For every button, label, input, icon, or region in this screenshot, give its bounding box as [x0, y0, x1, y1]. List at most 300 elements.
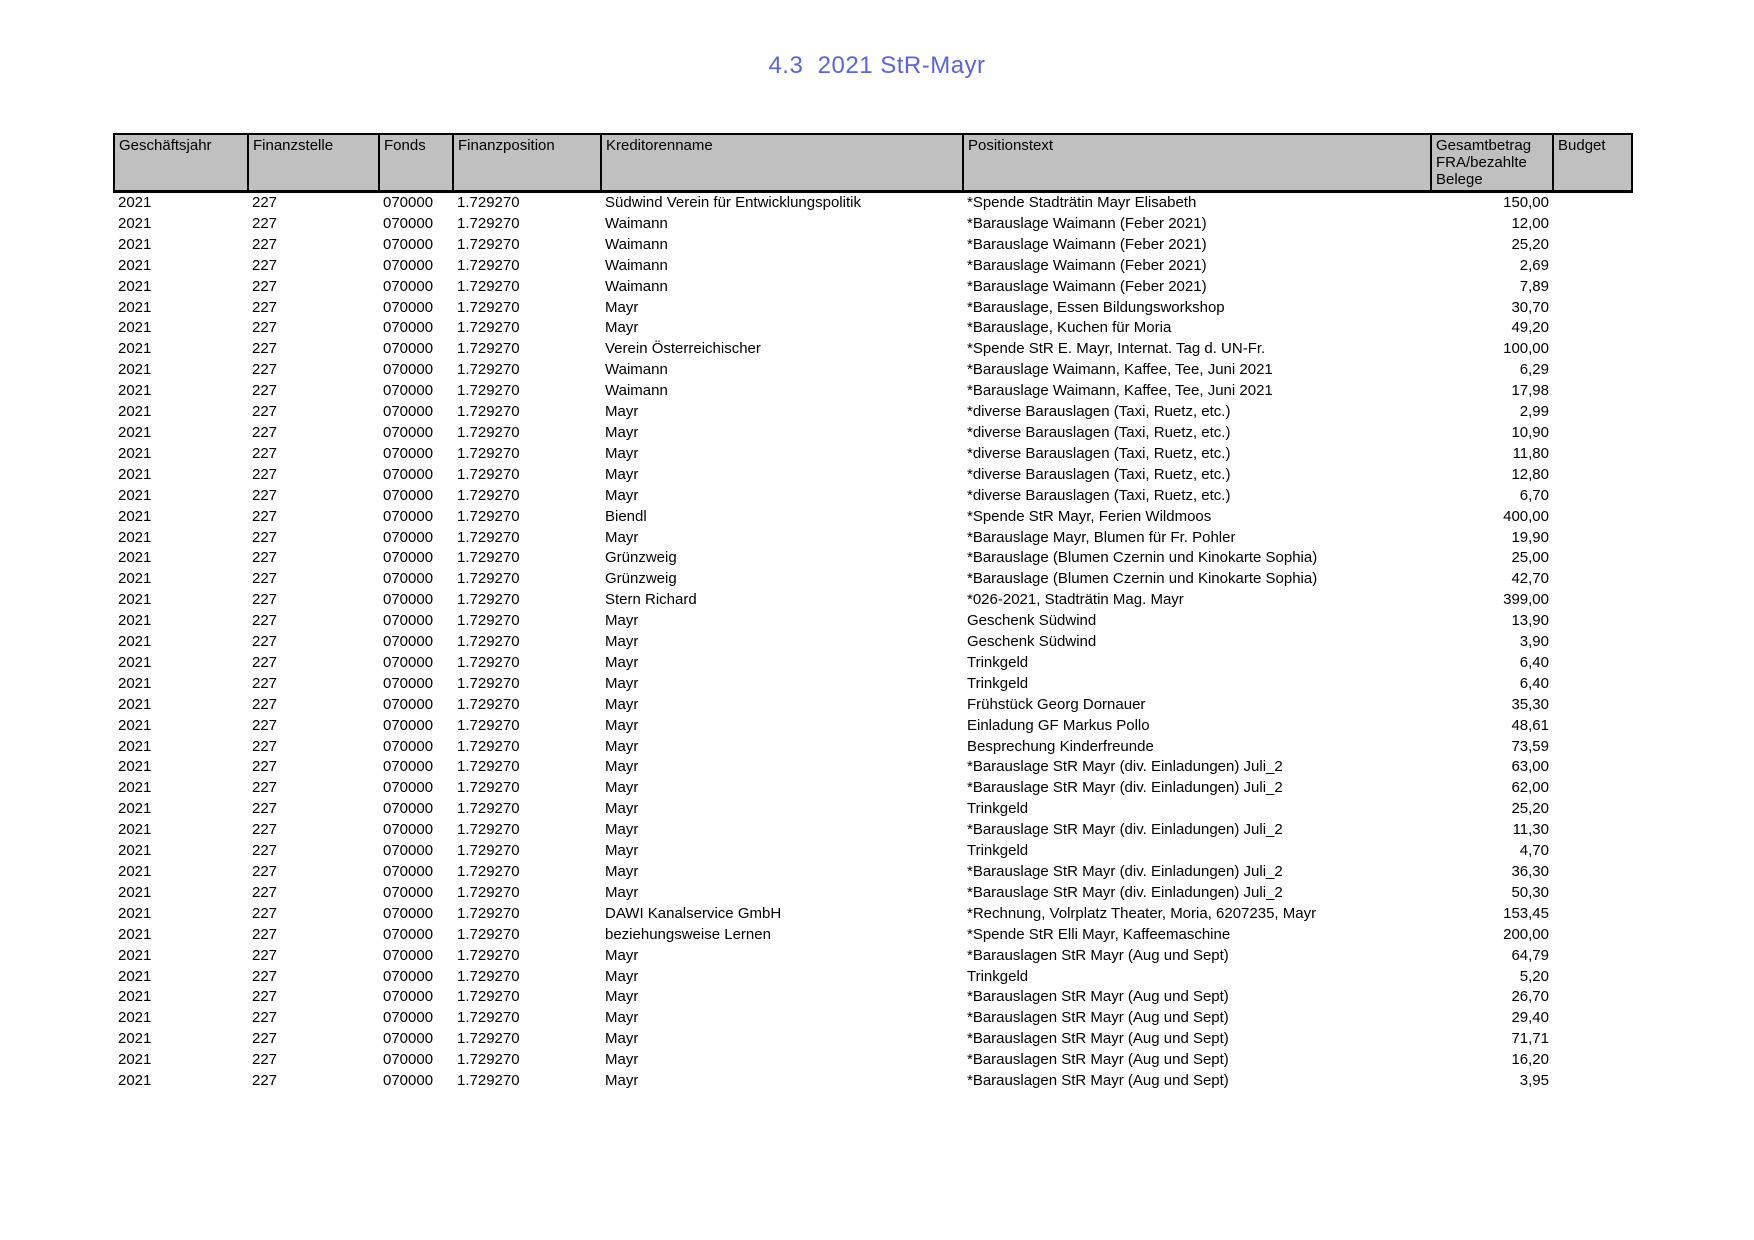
cell-positionstext: *Barauslage, Kuchen für Moria	[967, 319, 1172, 337]
cell-budget	[1553, 402, 1632, 423]
cell-gesamtbetrag: 62,00	[1511, 779, 1549, 797]
cell-fonds: 070000	[383, 1072, 434, 1090]
cell-geschaeftsjahr: 2021	[118, 716, 152, 734]
cell-positionstext: Trinkgeld	[967, 674, 1029, 692]
cell-kreditorenname: beziehungsweise Lernen	[605, 925, 771, 943]
cell-kreditorenname: Mayr	[605, 779, 639, 797]
cell-kreditorenname: Mayr	[605, 1051, 639, 1069]
table-row	[114, 444, 1632, 465]
cell-finanzstelle: 227	[252, 423, 278, 441]
cell-budget	[1553, 653, 1632, 674]
cell-finanzposition: 1.729270	[457, 1030, 520, 1048]
cell-gesamtbetrag: 153,45	[1503, 904, 1549, 922]
table-header	[114, 134, 1632, 192]
cell-fonds: 070000	[383, 883, 434, 901]
cell-budget	[1553, 1029, 1632, 1050]
table-row	[114, 883, 1632, 904]
cell-fonds: 070000	[383, 758, 434, 776]
cell-fonds: 070000	[383, 695, 434, 713]
cell-gesamtbetrag: 42,70	[1511, 570, 1549, 588]
cell-finanzposition: 1.729270	[457, 925, 520, 943]
cell-budget	[1553, 862, 1632, 883]
cell-gesamtbetrag: 17,98	[1511, 382, 1549, 400]
cell-fonds: 070000	[383, 821, 434, 839]
table-row	[114, 653, 1632, 674]
cell-gesamtbetrag: 5,20	[1519, 967, 1549, 985]
cell-geschaeftsjahr: 2021	[118, 256, 152, 274]
cell-geschaeftsjahr: 2021	[118, 1009, 152, 1027]
cell-budget	[1553, 632, 1632, 653]
cell-geschaeftsjahr: 2021	[118, 821, 152, 839]
cell-kreditorenname: Stern Richard	[605, 591, 697, 609]
cell-finanzstelle: 227	[252, 988, 278, 1006]
cell-finanzposition: 1.729270	[457, 904, 520, 922]
cell-finanzstelle: 227	[252, 340, 278, 358]
cell-finanzposition: 1.729270	[457, 1009, 520, 1027]
cell-finanzposition: 1.729270	[457, 653, 520, 671]
cell-gesamtbetrag: 10,90	[1511, 423, 1549, 441]
cell-finanzstelle: 227	[252, 758, 278, 776]
cell-finanzstelle: 227	[252, 444, 278, 462]
cell-positionstext: *Spende StR Mayr, Ferien Wildmoos	[967, 507, 1212, 525]
table-row	[114, 465, 1632, 486]
cell-budget	[1553, 360, 1632, 381]
cell-finanzstelle: 227	[252, 967, 278, 985]
cell-geschaeftsjahr: 2021	[118, 988, 152, 1006]
cell-fonds: 070000	[383, 194, 434, 211]
cell-finanzstelle: 227	[252, 465, 278, 483]
cell-fonds: 070000	[383, 298, 434, 316]
cell-budget	[1553, 381, 1632, 402]
cell-fonds: 070000	[383, 277, 434, 295]
cell-geschaeftsjahr: 2021	[118, 1072, 152, 1090]
cell-fonds: 070000	[383, 1051, 434, 1069]
table-row	[114, 632, 1632, 653]
cell-budget	[1553, 987, 1632, 1008]
cell-budget	[1553, 590, 1632, 611]
cell-geschaeftsjahr: 2021	[118, 758, 152, 776]
cell-fonds: 070000	[383, 946, 434, 964]
cell-gesamtbetrag: 6,40	[1519, 653, 1549, 671]
cell-positionstext: *diverse Barauslagen (Taxi, Ruetz, etc.)	[967, 423, 1231, 441]
cell-fonds: 070000	[383, 737, 434, 755]
table-row	[114, 820, 1632, 841]
cell-budget	[1553, 1050, 1632, 1071]
cell-finanzposition: 1.729270	[457, 716, 520, 734]
cell-positionstext: *diverse Barauslagen (Taxi, Ruetz, etc.)	[967, 403, 1231, 421]
cell-finanzposition: 1.729270	[457, 695, 520, 713]
cell-positionstext: Frühstück Georg Dornauer	[967, 695, 1146, 713]
cell-gesamtbetrag: 50,30	[1511, 883, 1549, 901]
cell-gesamtbetrag: 35,30	[1511, 695, 1549, 713]
cell-positionstext: *Barauslage Waimann, Kaffee, Tee, Juni 2021	[967, 382, 1273, 400]
cell-finanzstelle: 227	[252, 507, 278, 525]
cell-finanzstelle: 227	[252, 1051, 278, 1069]
cell-finanzstelle: 227	[252, 737, 278, 755]
table-row	[114, 507, 1632, 528]
table-row	[114, 590, 1632, 611]
cell-finanzposition: 1.729270	[457, 423, 520, 441]
cell-budget	[1553, 883, 1632, 904]
cell-fonds: 070000	[383, 842, 434, 860]
cell-positionstext: *Barauslage StR Mayr (div. Einladungen) Juli_2	[967, 779, 1283, 797]
cell-kreditorenname: Mayr	[605, 423, 639, 441]
cell-positionstext: *Barauslagen StR Mayr (Aug und Sept)	[967, 946, 1229, 964]
cell-kreditorenname: Waimann	[605, 256, 668, 274]
cell-gesamtbetrag: 6,70	[1519, 486, 1549, 504]
cell-kreditorenname: Mayr	[605, 737, 639, 755]
cell-budget	[1553, 548, 1632, 569]
cell-fonds: 070000	[383, 904, 434, 922]
cell-fonds: 070000	[383, 988, 434, 1006]
cell-finanzposition: 1.729270	[457, 946, 520, 964]
cell-budget	[1553, 737, 1632, 758]
cell-kreditorenname: DAWI Kanalservice GmbH	[605, 904, 782, 922]
cell-positionstext: *Barauslagen StR Mayr (Aug und Sept)	[967, 1072, 1229, 1090]
table-row	[114, 298, 1632, 319]
cell-kreditorenname: Mayr	[605, 821, 639, 839]
cell-finanzposition: 1.729270	[457, 382, 520, 400]
table-row	[114, 235, 1632, 256]
cell-kreditorenname: Mayr	[605, 695, 639, 713]
cell-geschaeftsjahr: 2021	[118, 570, 152, 588]
cell-positionstext: *Barauslagen StR Mayr (Aug und Sept)	[967, 1030, 1229, 1048]
cell-kreditorenname: Mayr	[605, 1009, 639, 1027]
cell-finanzposition: 1.729270	[457, 633, 520, 651]
cell-finanzposition: 1.729270	[457, 883, 520, 901]
cell-geschaeftsjahr: 2021	[118, 653, 152, 671]
cell-finanzstelle: 227	[252, 319, 278, 337]
table-row	[114, 946, 1632, 967]
cell-budget	[1553, 799, 1632, 820]
cell-kreditorenname: Mayr	[605, 1030, 639, 1048]
cell-positionstext: *Barauslage (Blumen Czernin und Kinokarte Sophia)	[967, 570, 1318, 588]
cell-kreditorenname: Mayr	[605, 298, 639, 316]
table-row	[114, 528, 1632, 549]
cell-geschaeftsjahr: 2021	[118, 549, 152, 567]
table-header-row	[114, 134, 1632, 192]
cell-finanzstelle: 227	[252, 486, 278, 504]
cell-positionstext: Trinkgeld	[967, 800, 1029, 818]
cell-budget	[1553, 318, 1632, 339]
cell-positionstext: *Barauslage (Blumen Czernin und Kinokarte Sophia)	[967, 549, 1318, 567]
cell-fonds: 070000	[383, 528, 434, 546]
cell-kreditorenname: Mayr	[605, 758, 639, 776]
table-row	[114, 778, 1632, 799]
cell-finanzstelle: 227	[252, 382, 278, 400]
cell-budget	[1553, 820, 1632, 841]
table-row	[114, 339, 1632, 360]
cell-kreditorenname: Mayr	[605, 612, 639, 630]
cell-budget	[1553, 192, 1632, 214]
cell-finanzposition: 1.729270	[457, 1051, 520, 1069]
table-row	[114, 695, 1632, 716]
cell-budget	[1553, 214, 1632, 235]
cell-fonds: 070000	[383, 382, 434, 400]
cell-kreditorenname: Mayr	[605, 465, 639, 483]
cell-gesamtbetrag: 12,80	[1511, 465, 1549, 483]
cell-finanzposition: 1.729270	[457, 194, 520, 211]
cell-gesamtbetrag: 400,00	[1503, 507, 1549, 525]
table-row	[114, 967, 1632, 988]
cell-gesamtbetrag: 16,20	[1511, 1051, 1549, 1069]
cell-gesamtbetrag: 6,40	[1519, 674, 1549, 692]
cell-finanzposition: 1.729270	[457, 570, 520, 588]
cell-finanzstelle: 227	[252, 925, 278, 943]
cell-budget	[1553, 611, 1632, 632]
table-row	[114, 402, 1632, 423]
cell-finanzposition: 1.729270	[457, 842, 520, 860]
cell-kreditorenname: Mayr	[605, 403, 639, 421]
cell-budget	[1553, 465, 1632, 486]
cell-fonds: 070000	[383, 1009, 434, 1027]
cell-positionstext: *Barauslagen StR Mayr (Aug und Sept)	[967, 1051, 1229, 1069]
cell-gesamtbetrag: 399,00	[1503, 591, 1549, 609]
cell-kreditorenname: Waimann	[605, 361, 668, 379]
cell-geschaeftsjahr: 2021	[118, 361, 152, 379]
cell-geschaeftsjahr: 2021	[118, 235, 152, 253]
cell-geschaeftsjahr: 2021	[118, 967, 152, 985]
cell-geschaeftsjahr: 2021	[118, 591, 152, 609]
cell-kreditorenname: Mayr	[605, 1072, 639, 1090]
cell-gesamtbetrag: 25,20	[1511, 800, 1549, 818]
cell-fonds: 070000	[383, 779, 434, 797]
cell-fonds: 070000	[383, 967, 434, 985]
cell-positionstext: *Barauslage Waimann, Kaffee, Tee, Juni 2021	[967, 361, 1273, 379]
cell-finanzposition: 1.729270	[457, 1072, 520, 1090]
cell-gesamtbetrag: 11,80	[1512, 444, 1549, 462]
table-row	[114, 548, 1632, 569]
cell-budget	[1553, 256, 1632, 277]
cell-finanzstelle: 227	[252, 277, 278, 295]
cell-positionstext: *Spende Stadträtin Mayr Elisabeth	[967, 194, 1197, 211]
cell-budget	[1553, 277, 1632, 298]
cell-finanzstelle: 227	[252, 716, 278, 734]
cell-gesamtbetrag: 29,40	[1511, 1009, 1549, 1027]
table-row	[114, 841, 1632, 862]
cell-gesamtbetrag: 4,70	[1519, 842, 1549, 860]
cell-gesamtbetrag: 30,70	[1511, 298, 1549, 316]
cell-fonds: 070000	[383, 633, 434, 651]
cell-positionstext: Geschenk Südwind	[967, 612, 1097, 630]
cell-geschaeftsjahr: 2021	[118, 382, 152, 400]
cell-kreditorenname: Mayr	[605, 842, 639, 860]
table-row	[114, 1029, 1632, 1050]
cell-fonds: 070000	[383, 1030, 434, 1048]
cell-kreditorenname: Mayr	[605, 528, 639, 546]
column-header-finanzstelle: Finanzstelle	[248, 134, 379, 192]
cell-budget	[1553, 1071, 1632, 1092]
cell-budget	[1553, 716, 1632, 737]
table-row	[114, 256, 1632, 277]
cell-fonds: 070000	[383, 340, 434, 358]
cell-gesamtbetrag: 48,61	[1511, 716, 1549, 734]
cell-finanzstelle: 227	[252, 946, 278, 964]
cell-kreditorenname: Waimann	[605, 235, 668, 253]
cell-budget	[1553, 528, 1632, 549]
column-header-positionstext: Positionstext	[963, 134, 1431, 192]
cell-finanzposition: 1.729270	[457, 528, 520, 546]
cell-finanzposition: 1.729270	[457, 612, 520, 630]
cell-fonds: 070000	[383, 256, 434, 274]
cell-kreditorenname: Mayr	[605, 988, 639, 1006]
cell-geschaeftsjahr: 2021	[118, 674, 152, 692]
table-row	[114, 486, 1632, 507]
cell-kreditorenname: Grünzweig	[605, 570, 677, 588]
cell-finanzstelle: 227	[252, 1072, 278, 1090]
cell-geschaeftsjahr: 2021	[118, 507, 152, 525]
column-header-geschaeftsjahr: Geschäftsjahr	[114, 134, 248, 192]
cell-positionstext: *Barauslage StR Mayr (div. Einladungen) Juli_2	[967, 863, 1283, 880]
cell-kreditorenname: Mayr	[605, 946, 639, 964]
cell-fonds: 070000	[383, 570, 434, 588]
cell-geschaeftsjahr: 2021	[118, 214, 152, 232]
cell-gesamtbetrag: 150,00	[1503, 194, 1549, 211]
cell-finanzposition: 1.729270	[457, 737, 520, 755]
table-row	[114, 1050, 1632, 1071]
cell-budget	[1553, 486, 1632, 507]
table-row	[114, 1071, 1632, 1092]
cell-geschaeftsjahr: 2021	[118, 444, 152, 462]
cell-geschaeftsjahr: 2021	[118, 340, 152, 358]
cell-positionstext: *diverse Barauslagen (Taxi, Ruetz, etc.)	[967, 444, 1231, 462]
cell-finanzstelle: 227	[252, 821, 278, 839]
cell-fonds: 070000	[383, 486, 434, 504]
cell-geschaeftsjahr: 2021	[118, 842, 152, 860]
cell-finanzstelle: 227	[252, 194, 278, 211]
table-row	[114, 360, 1632, 381]
cell-gesamtbetrag: 11,30	[1512, 821, 1549, 839]
table-row	[114, 757, 1632, 778]
table-row	[114, 987, 1632, 1008]
cell-positionstext: *Barauslage, Essen Bildungsworkshop	[967, 298, 1225, 316]
table-row	[114, 925, 1632, 946]
cell-finanzstelle: 227	[252, 1030, 278, 1048]
table-row	[114, 904, 1632, 925]
cell-fonds: 070000	[383, 319, 434, 337]
cell-finanzposition: 1.729270	[457, 235, 520, 253]
cell-finanzposition: 1.729270	[457, 214, 520, 232]
cell-finanzposition: 1.729270	[457, 863, 520, 880]
table-body	[114, 192, 1632, 1092]
cell-kreditorenname: Mayr	[605, 716, 639, 734]
table-row	[114, 318, 1632, 339]
cell-geschaeftsjahr: 2021	[118, 800, 152, 818]
cell-finanzstelle: 227	[252, 904, 278, 922]
cell-kreditorenname: Mayr	[605, 967, 639, 985]
cell-budget	[1553, 757, 1632, 778]
cell-finanzstelle: 227	[252, 674, 278, 692]
cell-gesamtbetrag: 12,00	[1511, 214, 1549, 232]
table-row	[114, 716, 1632, 737]
cell-fonds: 070000	[383, 716, 434, 734]
cell-finanzstelle: 227	[252, 800, 278, 818]
cell-geschaeftsjahr: 2021	[118, 277, 152, 295]
cell-kreditorenname: Waimann	[605, 382, 668, 400]
cell-geschaeftsjahr: 2021	[118, 737, 152, 755]
table-row	[114, 611, 1632, 632]
cell-gesamtbetrag: 2,69	[1519, 256, 1549, 274]
cell-finanzposition: 1.729270	[457, 340, 520, 358]
cell-finanzstelle: 227	[252, 653, 278, 671]
cell-geschaeftsjahr: 2021	[118, 403, 152, 421]
cell-geschaeftsjahr: 2021	[118, 946, 152, 964]
cell-positionstext: *Spende StR E. Mayr, Internat. Tag d. UN-Fr.	[967, 340, 1266, 358]
cell-finanzposition: 1.729270	[457, 298, 520, 316]
cell-finanzstelle: 227	[252, 863, 278, 880]
cell-fonds: 070000	[383, 925, 434, 943]
cell-kreditorenname: Waimann	[605, 277, 668, 295]
cell-finanzstelle: 227	[252, 842, 278, 860]
cell-fonds: 070000	[383, 549, 434, 567]
cell-fonds: 070000	[383, 403, 434, 421]
cell-budget	[1553, 967, 1632, 988]
table-row	[114, 277, 1632, 298]
cell-fonds: 070000	[383, 214, 434, 232]
cell-gesamtbetrag: 13,90	[1511, 612, 1549, 630]
cell-positionstext: Trinkgeld	[967, 967, 1029, 985]
cell-finanzposition: 1.729270	[457, 800, 520, 818]
cell-geschaeftsjahr: 2021	[118, 883, 152, 901]
cell-finanzposition: 1.729270	[457, 507, 520, 525]
cell-finanzposition: 1.729270	[457, 361, 520, 379]
cell-positionstext: *Barauslage Waimann (Feber 2021)	[967, 235, 1207, 253]
cell-kreditorenname: Mayr	[605, 800, 639, 818]
cell-budget	[1553, 946, 1632, 967]
cell-finanzposition: 1.729270	[457, 486, 520, 504]
cell-kreditorenname: Grünzweig	[605, 549, 677, 567]
cell-budget	[1553, 674, 1632, 695]
cell-positionstext: *Barauslage StR Mayr (div. Einladungen) Juli_2	[967, 821, 1283, 839]
cell-budget	[1553, 1008, 1632, 1029]
cell-gesamtbetrag: 19,90	[1511, 528, 1549, 546]
cell-finanzstelle: 227	[252, 779, 278, 797]
cell-finanzstelle: 227	[252, 570, 278, 588]
cell-kreditorenname: Mayr	[605, 863, 639, 880]
cell-finanzstelle: 227	[252, 298, 278, 316]
cell-finanzposition: 1.729270	[457, 967, 520, 985]
cell-kreditorenname: Verein Österreichischer	[605, 340, 761, 358]
cell-finanzposition: 1.729270	[457, 988, 520, 1006]
cell-kreditorenname: Mayr	[605, 319, 639, 337]
cell-budget	[1553, 569, 1632, 590]
cell-budget	[1553, 423, 1632, 444]
cell-gesamtbetrag: 7,89	[1519, 277, 1549, 295]
cell-gesamtbetrag: 26,70	[1511, 988, 1549, 1006]
cell-gesamtbetrag: 25,20	[1511, 235, 1549, 253]
table-row	[114, 799, 1632, 820]
table-row	[114, 737, 1632, 758]
cell-positionstext: *Barauslage Waimann (Feber 2021)	[967, 214, 1207, 232]
cell-fonds: 070000	[383, 235, 434, 253]
cell-finanzstelle: 227	[252, 256, 278, 274]
column-header-budget: Budget	[1553, 134, 1632, 192]
cell-positionstext: *Barauslage StR Mayr (div. Einladungen) Juli_2	[967, 758, 1283, 776]
cell-budget	[1553, 841, 1632, 862]
cell-finanzposition: 1.729270	[457, 674, 520, 692]
cell-finanzposition: 1.729270	[457, 821, 520, 839]
table-row	[114, 192, 1632, 214]
cell-kreditorenname: Waimann	[605, 214, 668, 232]
cell-gesamtbetrag: 49,20	[1511, 319, 1549, 337]
cell-budget	[1553, 778, 1632, 799]
cell-positionstext: Einladung GF Markus Pollo	[967, 716, 1150, 734]
cell-positionstext: *Barauslage Waimann (Feber 2021)	[967, 256, 1207, 274]
cell-gesamtbetrag: 6,29	[1519, 361, 1549, 379]
cell-fonds: 070000	[383, 653, 434, 671]
cell-fonds: 070000	[383, 863, 434, 880]
cell-gesamtbetrag: 2,99	[1519, 403, 1549, 421]
